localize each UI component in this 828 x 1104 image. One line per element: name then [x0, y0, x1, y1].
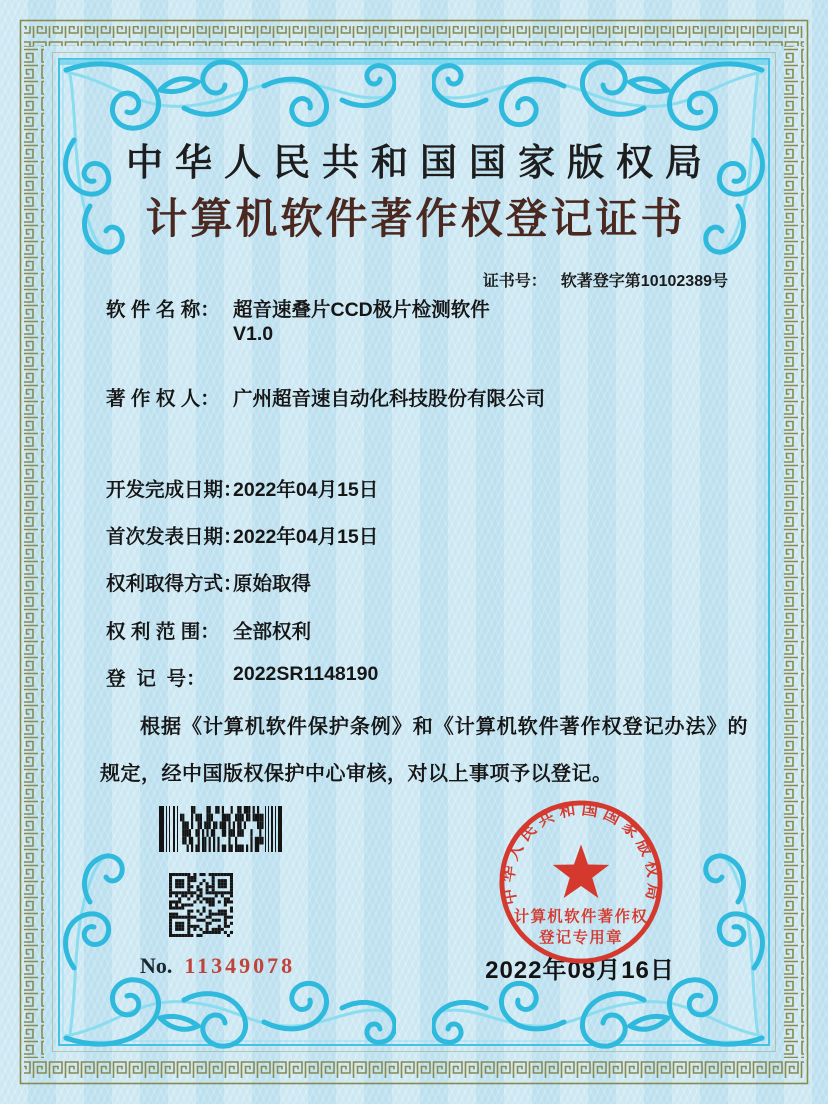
field-row-registration-number — [106, 663, 778, 693]
qr-code-icon — [169, 873, 233, 937]
serial-number: 11349078 — [184, 953, 296, 978]
certificate-number-value: 软著登字第10102389号 — [560, 273, 728, 290]
seal-ring-text: 中华人民共和国国家版权局 — [498, 799, 664, 907]
field-label: 开发完成日期： — [106, 479, 243, 501]
barcode-icon — [159, 806, 285, 852]
seal-line1: 计算机软件著作权 — [513, 908, 649, 926]
field-label: 首次发表日期： — [106, 526, 243, 548]
registration-statement: 根据《计算机软件保护条例》和《计算机软件著作权登记办法》的规定，经中国版权保护中心审核，对以上事项予以登记。 — [100, 716, 748, 785]
field-row-copyright-owner — [106, 383, 778, 413]
field-label: 著 作 权 人： — [106, 388, 220, 410]
field-value: 全部权利 — [233, 621, 312, 643]
field-row-software-name — [106, 294, 778, 345]
certificate-title: 计算机软件著作权登记证书 — [145, 197, 686, 243]
field-row-acquisition-method — [106, 568, 778, 598]
field-label: 软 件 名 称： — [106, 299, 220, 321]
field-label: 登 记 号： — [106, 668, 206, 690]
field-row-dev-complete-date — [106, 474, 778, 504]
field-label: 权 利 范 围： — [106, 621, 220, 643]
field-value: 2022年04月15日 — [233, 526, 379, 548]
field-value: 广州超音速自动化科技股份有限公司 — [233, 388, 546, 410]
field-value-version: V1.0 — [233, 323, 274, 345]
serial-prefix: No. — [140, 953, 173, 978]
field-value: 超音速叠片CCD极片检测软件 — [233, 299, 490, 321]
field-value: 原始取得 — [233, 573, 312, 595]
field-row-rights-scope — [106, 616, 778, 646]
serial-number-line — [140, 953, 295, 979]
field-label: 权利取得方式： — [106, 573, 243, 595]
official-seal-icon — [494, 795, 668, 969]
issue-date: 2022年08月16日 — [485, 957, 675, 984]
qr-code — [169, 873, 233, 937]
field-value: 2022年04月15日 — [233, 479, 379, 501]
field-row-first-publish-date — [106, 521, 778, 551]
certificate-number-label: 证书号： — [482, 273, 547, 290]
barcode — [159, 806, 285, 852]
seal-line2: 登记专用章 — [539, 929, 623, 947]
field-value: 2022SR1148190 — [233, 663, 379, 685]
authority-title: 中华人民共和国国家版权局 — [126, 143, 714, 184]
